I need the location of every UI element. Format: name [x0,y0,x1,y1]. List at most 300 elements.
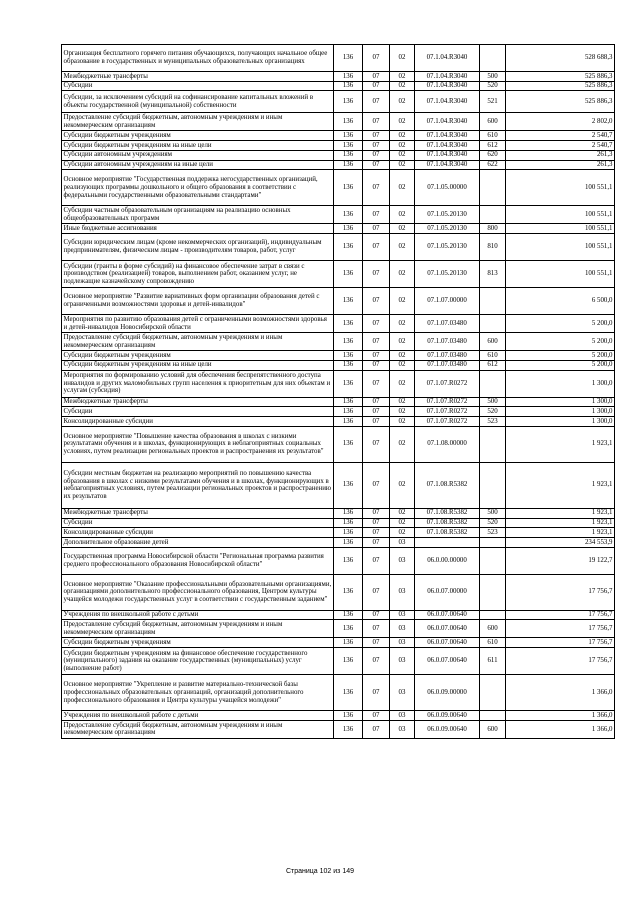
table-cell-vr [480,170,506,206]
table-cell-csr: 07.1.04.R3040 [415,81,480,91]
table-row [62,113,615,131]
table-cell-csr: 07.1.04.R3040 [415,45,480,72]
table-cell-sum: 525 886,3 [506,72,615,82]
table-cell-rz: 07 [363,113,390,131]
table-cell-gr: 136 [334,508,363,518]
table-row [62,315,615,333]
table-cell-sum: 100 551,1 [506,170,615,206]
table-cell-sum: 2 540,7 [506,141,615,151]
table-row [62,360,615,370]
table-cell-name: Субсидии частным образовательным организациям на реализацию основных общеобразовательных программ [62,206,334,224]
table-cell-name: Субсидии бюджетным учреждениям [62,351,334,361]
table-cell-pr: 03 [390,648,415,675]
table-cell-gr: 136 [334,224,363,234]
table-cell-vr: 610 [480,351,506,361]
table-cell-gr: 136 [334,610,363,620]
table-cell-csr: 07.1.05.20130 [415,261,480,288]
table-cell-sum: 1 300,0 [506,370,615,397]
table-cell-name: Субсидии бюджетным учреждениям [62,131,334,141]
table-cell-vr [480,574,506,610]
table-cell-csr: 07.1.05.00000 [415,170,480,206]
table-cell-rz: 07 [363,45,390,72]
table-cell-csr: 07.1.08.R5382 [415,518,480,528]
table-cell-pr: 02 [390,360,415,370]
table-row [62,538,615,548]
table-cell-name: Предоставление субсидий бюджетным, автономным учреждениям и иным некоммерческим организациям [62,620,334,638]
table-cell-csr: 06.0.00.00000 [415,547,480,574]
table-cell-rz: 07 [363,315,390,333]
table-cell-gr: 136 [334,141,363,151]
table-cell-gr: 136 [334,417,363,427]
table-cell-vr [480,370,506,397]
table-cell-pr: 02 [390,45,415,72]
table-cell-pr: 02 [390,518,415,528]
table-cell-gr: 136 [334,407,363,417]
table-cell-vr [480,675,506,711]
table-cell-rz: 07 [363,648,390,675]
table-cell-rz: 07 [363,234,390,261]
table-cell-rz: 07 [363,426,390,462]
table-cell-sum: 1 366,0 [506,675,615,711]
table-cell-pr: 02 [390,351,415,361]
table-row [62,170,615,206]
table-cell-csr: 07.1.05.20130 [415,206,480,224]
table-row [62,620,615,638]
table-cell-name: Субсидии [62,81,334,91]
table-cell-sum: 1 923,1 [506,426,615,462]
table-cell-csr: 07.1.08.R5382 [415,508,480,518]
table-cell-vr: 520 [480,518,506,528]
table-cell-sum: 100 551,1 [506,261,615,288]
table-cell-vr [480,315,506,333]
table-row [62,224,615,234]
table-cell-gr: 136 [334,170,363,206]
table-cell-gr: 136 [334,333,363,351]
table-cell-rz: 07 [363,675,390,711]
table-row [62,261,615,288]
table-cell-name: Субсидии (гранты в форме субсидий) на финансовое обеспечение затрат в связи с производством (реализацией) товаров, выполнением работ, оказанием услуг, не подлежащие казначейскому сопровождению [62,261,334,288]
table-row [62,518,615,528]
table-cell-sum: 261,3 [506,160,615,170]
table-cell-csr: 07.1.07.R0272 [415,407,480,417]
table-cell-rz: 07 [363,417,390,427]
table-cell-name: Межбюджетные трансферты [62,72,334,82]
table-cell-csr: 07.1.05.20130 [415,224,480,234]
table-cell-name: Дополнительное образование детей [62,538,334,548]
table-cell-name: Межбюджетные трансферты [62,397,334,407]
table-cell-sum: 1 923,1 [506,508,615,518]
table-cell-rz: 07 [363,72,390,82]
table-cell-vr: 611 [480,648,506,675]
table-cell-gr: 136 [334,351,363,361]
table-cell-sum: 1 300,0 [506,407,615,417]
table-row [62,574,615,610]
table-cell-sum: 234 553,9 [506,538,615,548]
table-row [62,72,615,82]
table-row [62,45,615,72]
table-cell-vr: 521 [480,91,506,113]
table-cell-vr: 612 [480,360,506,370]
page-number: Страница 102 из 149 [285,868,355,875]
table-row [62,160,615,170]
table-cell-rz: 07 [363,711,390,721]
table-row [62,206,615,224]
table-cell-rz: 07 [363,610,390,620]
table-cell-sum: 1 923,1 [506,462,615,508]
table-cell-vr: 620 [480,150,506,160]
table-cell-csr: 07.1.07.03480 [415,315,480,333]
table-cell-rz: 07 [363,370,390,397]
table-cell-sum: 1 923,1 [506,518,615,528]
table-cell-name: Основное мероприятие "Развитие вариативных форм организации образования детей с ограниченными возможностями здоровья и детей-инвалидов" [62,288,334,315]
table-cell-vr: 610 [480,131,506,141]
table-cell-vr [480,206,506,224]
budget-table [61,44,615,739]
table-cell-pr: 02 [390,407,415,417]
table-cell-rz: 07 [363,407,390,417]
table-cell-name: Предоставление субсидий бюджетным, автономным учреждениям и иным некоммерческим организациям [62,113,334,131]
table-cell-csr: 07.1.04.R3040 [415,113,480,131]
table-row [62,407,615,417]
table-cell-sum: 5 200,0 [506,333,615,351]
table-cell-name: Основное мероприятие "Оказание профессиональными образовательными организациями, организациями дополнительного профессионального образования, Центром культуры учащейся молодежи государственных услуг в соответствии с государственным заданием" [62,574,334,610]
table-row [62,234,615,261]
table-cell-sum: 1 366,0 [506,720,615,738]
table-row [62,638,615,648]
table-cell-name: Основное мероприятие "Государственная поддержка негосударственных организаций, реализующих программы дошкольного и общего образования в соответствии с федеральными государственными образовательными стандартами" [62,170,334,206]
table-cell-gr: 136 [334,426,363,462]
table-cell-rz: 07 [363,170,390,206]
table-cell-name: Субсидии [62,407,334,417]
table-cell-name: Субсидии бюджетным учреждениям [62,638,334,648]
table-cell-sum: 1 923,1 [506,528,615,538]
table-cell-vr: 612 [480,141,506,151]
table-cell-rz: 07 [363,261,390,288]
table-cell-rz: 07 [363,288,390,315]
table-cell-gr: 136 [334,131,363,141]
table-cell-sum: 5 200,0 [506,315,615,333]
table-cell-name: Субсидии, за исключением субсидий на софинансирование капитальных вложений в объекты государственной (муниципальной) собственности [62,91,334,113]
table-cell-vr [480,288,506,315]
table-cell-vr: 600 [480,333,506,351]
table-cell-sum: 1 300,0 [506,397,615,407]
table-cell-gr: 136 [334,234,363,261]
table-cell-rz: 07 [363,518,390,528]
table-cell-name: Межбюджетные трансферты [62,508,334,518]
table-cell-csr: 06.0.09.00640 [415,720,480,738]
table-cell-pr: 02 [390,397,415,407]
table-row [62,610,615,620]
table-cell-gr: 136 [334,81,363,91]
table-cell-pr: 02 [390,160,415,170]
table-cell-name: Учреждения по внешкольной работе с детьми [62,711,334,721]
table-cell-rz: 07 [363,81,390,91]
table-row [62,91,615,113]
table-cell-gr: 136 [334,397,363,407]
table-cell-vr [480,538,506,548]
table-cell-rz: 07 [363,206,390,224]
table-cell-csr: 07.1.07.R0272 [415,417,480,427]
table-cell-name: Консолидированные субсидии [62,417,334,427]
table-cell-name: Мероприятия по формированию условий для обеспечения беспрепятственного доступа инвалидов и других маломобильных групп населения к приоритетным для них объектам и услугам (субсидия) [62,370,334,397]
table-cell-pr: 03 [390,610,415,620]
table-cell-name: Иные бюджетные ассигнования [62,224,334,234]
table-cell-pr: 02 [390,288,415,315]
table-cell-sum: 525 886,3 [506,91,615,113]
table-cell-rz: 07 [363,360,390,370]
table-cell-sum: 100 551,1 [506,234,615,261]
table-cell-sum: 6 500,0 [506,288,615,315]
table-row [62,81,615,91]
table-cell-rz: 07 [363,508,390,518]
table-row [62,333,615,351]
table-cell-pr: 02 [390,72,415,82]
table-cell-sum: 17 756,7 [506,620,615,638]
table-cell-name: Организация бесплатного горячего питания обучающихся, получающих начальное общее образование в государственных и муниципальных образовательных организациях [62,45,334,72]
table-cell-name: Предоставление субсидий бюджетным, автономным учреждениям и иным некоммерческим организациям [62,333,334,351]
table-cell-gr: 136 [334,538,363,548]
table-cell-gr: 136 [334,206,363,224]
table-cell-vr: 520 [480,407,506,417]
table-cell-rz: 07 [363,620,390,638]
table-cell-csr [415,538,480,548]
table-cell-rz: 07 [363,351,390,361]
table-cell-csr: 06.0.07.00640 [415,620,480,638]
table-cell-name: Консолидированные субсидии [62,528,334,538]
table-cell-rz: 07 [363,720,390,738]
table-row [62,131,615,141]
table-cell-vr: 622 [480,160,506,170]
table-cell-vr: 520 [480,81,506,91]
table-cell-rz: 07 [363,397,390,407]
table-cell-name: Субсидии бюджетным учреждениям на иные цели [62,360,334,370]
table-row [62,397,615,407]
table-cell-gr: 136 [334,91,363,113]
table-cell-pr: 02 [390,81,415,91]
table-cell-pr: 02 [390,131,415,141]
table-cell-name: Субсидии автономным учреждениям на иные цели [62,160,334,170]
budget-table-body [62,45,615,739]
table-cell-vr: 523 [480,417,506,427]
table-cell-sum: 17 756,7 [506,610,615,620]
table-cell-vr: 500 [480,72,506,82]
table-cell-csr: 07.1.04.R3040 [415,160,480,170]
table-cell-csr: 07.1.04.R3040 [415,91,480,113]
table-cell-pr: 02 [390,206,415,224]
table-cell-gr: 136 [334,370,363,397]
table-cell-csr: 07.1.07.R0272 [415,397,480,407]
table-cell-rz: 07 [363,333,390,351]
table-cell-csr: 07.1.08.R5382 [415,462,480,508]
table-cell-gr: 136 [334,675,363,711]
table-cell-name: Субсидии местным бюджетам на реализацию мероприятий по повышению качества образования в школах с низкими результатами обучения и в школах, функционирующих в неблагоприятных условиях, путем реализации региональных проектов и распространению их результатов [62,462,334,508]
table-cell-sum: 17 756,7 [506,574,615,610]
table-cell-sum: 2 540,7 [506,131,615,141]
table-row [62,711,615,721]
table-cell-rz: 07 [363,528,390,538]
table-cell-vr: 523 [480,528,506,538]
table-cell-sum: 1 300,0 [506,417,615,427]
table-cell-sum: 100 551,1 [506,224,615,234]
table-cell-gr: 136 [334,638,363,648]
table-cell-vr: 500 [480,397,506,407]
table-cell-rz: 07 [363,141,390,151]
table-cell-csr: 07.1.07.03480 [415,360,480,370]
table-cell-pr: 02 [390,150,415,160]
table-cell-pr: 02 [390,528,415,538]
table-cell-gr: 136 [334,150,363,160]
table-cell-gr: 136 [334,518,363,528]
table-cell-rz: 07 [363,150,390,160]
table-cell-pr: 02 [390,170,415,206]
table-cell-vr: 813 [480,261,506,288]
table-cell-csr: 07.1.04.R3040 [415,150,480,160]
table-cell-vr: 600 [480,720,506,738]
table-cell-sum: 525 886,3 [506,81,615,91]
table-cell-name: Предоставление субсидий бюджетным, автономным учреждениям и иным некоммерческим организациям [62,720,334,738]
table-row [62,720,615,738]
table-cell-pr: 03 [390,547,415,574]
table-row [62,426,615,462]
table-cell-sum: 5 200,0 [506,351,615,361]
table-cell-sum: 261,3 [506,150,615,160]
table-cell-gr: 136 [334,711,363,721]
table-row [62,141,615,151]
table-cell-pr: 02 [390,462,415,508]
table-cell-csr: 07.1.05.20130 [415,234,480,261]
table-cell-gr: 136 [334,72,363,82]
table-cell-pr: 02 [390,370,415,397]
table-cell-vr [480,610,506,620]
table-row [62,351,615,361]
table-cell-name: Мероприятия по развитию образования детей с ограниченными возможностями здоровья и детей-инвалидов Новосибирской области [62,315,334,333]
table-row [62,417,615,427]
table-cell-pr: 03 [390,720,415,738]
table-cell-rz: 07 [363,224,390,234]
table-cell-gr: 136 [334,720,363,738]
table-cell-csr: 06.0.09.00000 [415,675,480,711]
table-cell-gr: 136 [334,315,363,333]
table-cell-csr: 06.0.07.00640 [415,610,480,620]
table-cell-pr: 02 [390,141,415,151]
table-cell-rz: 07 [363,638,390,648]
table-cell-name: Государственная программа Новосибирской области "Региональная программа развития среднего профессионального образования Новосибирской области" [62,547,334,574]
table-cell-name: Субсидии бюджетным учреждениям на финансовое обеспечение государственного (муниципального) задания на оказание государственных (муниципальных) услуг (выполнение работ) [62,648,334,675]
table-cell-csr: 07.1.04.R3040 [415,131,480,141]
table-cell-pr: 03 [390,675,415,711]
table-cell-csr: 07.1.04.R3040 [415,141,480,151]
table-cell-pr: 02 [390,315,415,333]
table-cell-gr: 136 [334,648,363,675]
table-cell-rz: 07 [363,462,390,508]
table-cell-pr: 02 [390,91,415,113]
table-cell-vr: 800 [480,224,506,234]
table-cell-vr [480,462,506,508]
table-cell-gr: 136 [334,45,363,72]
table-cell-vr [480,547,506,574]
table-cell-pr: 02 [390,508,415,518]
table-cell-vr [480,426,506,462]
table-cell-gr: 136 [334,547,363,574]
table-cell-gr: 136 [334,288,363,315]
table-cell-name: Субсидии юридическим лицам (кроме некоммерческих организаций), индивидуальным предпринимателям, физическим лицам - производителям товаров, работ, услуг [62,234,334,261]
table-cell-pr: 02 [390,333,415,351]
table-cell-gr: 136 [334,160,363,170]
table-cell-sum: 100 551,1 [506,206,615,224]
table-cell-rz: 07 [363,91,390,113]
table-cell-csr: 06.0.07.00640 [415,638,480,648]
table-cell-pr: 02 [390,426,415,462]
table-cell-pr: 02 [390,224,415,234]
table-row [62,462,615,508]
table-cell-name: Субсидии бюджетным учреждениям на иные цели [62,141,334,151]
table-cell-sum: 528 688,3 [506,45,615,72]
table-row [62,508,615,518]
table-cell-vr: 600 [480,620,506,638]
table-cell-gr: 136 [334,620,363,638]
table-cell-csr: 07.1.07.00000 [415,288,480,315]
table-cell-csr: 07.1.07.03480 [415,351,480,361]
table-cell-rz: 07 [363,160,390,170]
table-cell-pr: 03 [390,620,415,638]
table-cell-vr: 610 [480,638,506,648]
table-cell-pr: 03 [390,638,415,648]
table-row [62,675,615,711]
table-row [62,150,615,160]
table-cell-pr: 02 [390,113,415,131]
table-cell-pr: 02 [390,234,415,261]
table-row [62,547,615,574]
table-cell-csr: 07.1.08.R5382 [415,528,480,538]
table-cell-gr: 136 [334,360,363,370]
table-cell-name: Основное мероприятие "Повышение качества образования в школах с низкими результатами обучения и в школах, функционирующих в неблагоприятных социальных условиях, путем реализации региональных проектов и распространения их результатов" [62,426,334,462]
table-cell-pr: 03 [390,574,415,610]
table-cell-rz: 07 [363,574,390,610]
table-cell-pr: 03 [390,711,415,721]
table-cell-sum: 17 756,7 [506,648,615,675]
table-cell-gr: 136 [334,462,363,508]
table-cell-gr: 136 [334,261,363,288]
table-row [62,648,615,675]
table-cell-pr: 02 [390,261,415,288]
table-cell-rz: 07 [363,131,390,141]
table-cell-csr: 07.1.08.00000 [415,426,480,462]
table-cell-csr: 06.0.07.00000 [415,574,480,610]
table-cell-name: Учреждения по внешкольной работе с детьми [62,610,334,620]
table-cell-pr: 03 [390,538,415,548]
table-cell-rz: 07 [363,538,390,548]
table-row [62,288,615,315]
table-cell-csr: 06.0.09.00640 [415,711,480,721]
table-cell-name: Субсидии [62,518,334,528]
table-cell-pr: 02 [390,417,415,427]
table-cell-sum: 1 366,0 [506,711,615,721]
table-row [62,528,615,538]
table-cell-vr: 810 [480,234,506,261]
table-cell-gr: 136 [334,574,363,610]
table-cell-csr: 07.1.04.R3040 [415,72,480,82]
table-cell-sum: 5 200,0 [506,360,615,370]
table-cell-csr: 07.1.07.03480 [415,333,480,351]
table-cell-vr [480,45,506,72]
table-cell-vr [480,711,506,721]
table-cell-vr: 500 [480,508,506,518]
table-cell-name: Основное мероприятие "Укрепление и развитие материально-технической базы профессиональных образовательных организаций, организаций дополнительного профессионального образования и Центра культуры учащейся молодежи" [62,675,334,711]
table-cell-csr: 06.0.07.00640 [415,648,480,675]
table-cell-sum: 19 122,7 [506,547,615,574]
table-cell-gr: 136 [334,113,363,131]
table-cell-csr: 07.1.07.R0272 [415,370,480,397]
